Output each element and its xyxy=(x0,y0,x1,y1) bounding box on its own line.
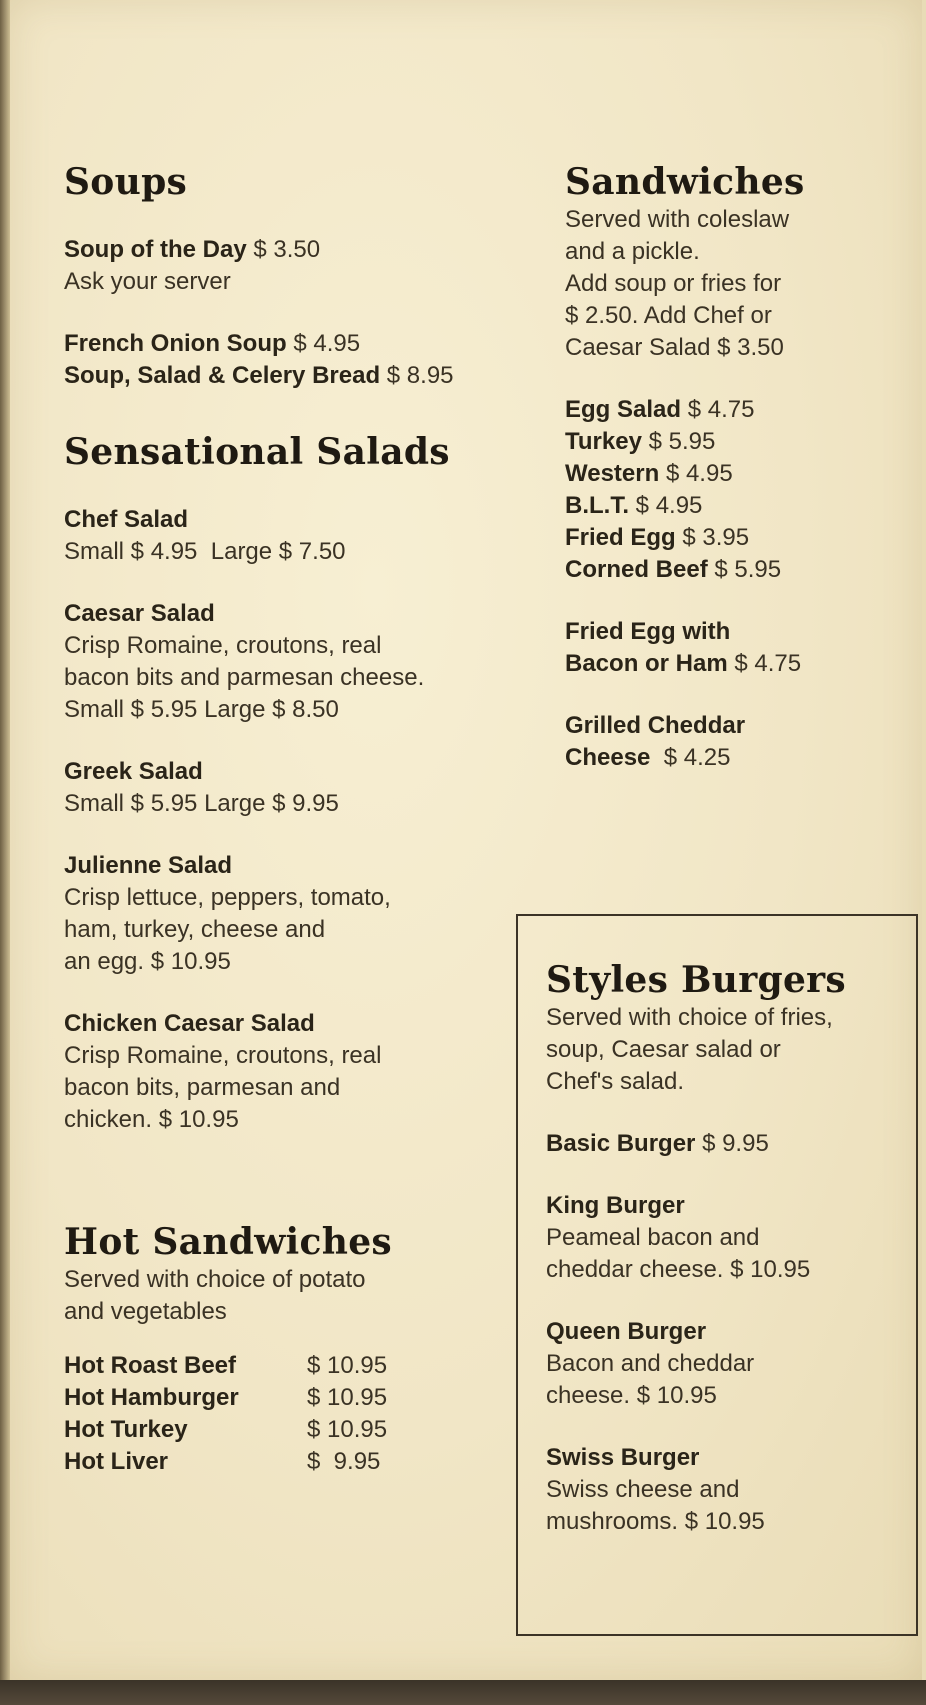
chef-salad-name: Chef Salad xyxy=(64,506,189,533)
julienne-salad-desc: Crisp lettuce, peppers, tomato, xyxy=(64,884,391,911)
julienne-salad-desc: ham, turkey, cheese and xyxy=(64,916,326,943)
list-item: B.L.T. $ 4.95 xyxy=(565,492,703,519)
table-row xyxy=(64,1446,387,1478)
burgers-desc: Chef's salad. xyxy=(546,1068,684,1095)
swiss-burger-desc: Swiss cheese and xyxy=(546,1476,740,1503)
hot-item-name: Hot Hamburger xyxy=(64,1384,239,1411)
hot-item-name: Hot Turkey xyxy=(64,1416,188,1443)
hot-item-name: Hot Liver xyxy=(64,1448,169,1475)
hot-sandwiches-heading: Hot Sandwiches xyxy=(64,1221,392,1263)
queen-burger-desc: cheese. $ 10.95 xyxy=(546,1382,717,1409)
hot-item-price: $ 10.95 xyxy=(307,1352,388,1379)
caesar-salad-desc: Crisp Romaine, croutons, real xyxy=(64,632,382,659)
julienne-salad-desc: an egg. $ 10.95 xyxy=(64,948,231,975)
menu-bottom-edge xyxy=(0,1680,926,1705)
table-row xyxy=(64,1350,387,1382)
grilled-cheddar: Cheese $ 4.25 xyxy=(565,744,731,771)
list-item: Fried Egg $ 3.95 xyxy=(565,524,750,551)
hot-item-price: $ 9.95 xyxy=(307,1448,381,1475)
table-row xyxy=(64,1382,387,1414)
chicken-caesar-desc: Crisp Romaine, croutons, real xyxy=(64,1042,382,1069)
king-burger-name: King Burger xyxy=(546,1192,685,1219)
right-column xyxy=(565,160,905,774)
list-item: Corned Beef $ 5.95 xyxy=(565,556,782,583)
list-item: Turkey $ 5.95 xyxy=(565,428,716,455)
swiss-burger-desc: mushrooms. $ 10.95 xyxy=(546,1508,765,1535)
burgers-desc: Served with choice of fries, xyxy=(546,1004,833,1031)
sandwiches-desc: and a pickle. xyxy=(565,238,700,265)
burgers-heading: Styles Burgers xyxy=(546,959,847,1001)
queen-burger-desc: Bacon and cheddar xyxy=(546,1350,755,1377)
basic-burger: Basic Burger $ 9.95 xyxy=(546,1130,769,1157)
swiss-burger-name: Swiss Burger xyxy=(546,1444,700,1471)
julienne-salad-name: Julienne Salad xyxy=(64,852,233,879)
soup-of-the-day-note: Ask your server xyxy=(64,268,231,295)
hot-item-price: $ 10.95 xyxy=(307,1384,388,1411)
soup-salad-bread: Soup, Salad & Celery Bread $ 8.95 xyxy=(64,362,454,389)
hot-item-name: Hot Roast Beef xyxy=(64,1352,237,1379)
list-item: Western $ 4.95 xyxy=(565,460,733,487)
chicken-caesar-desc: chicken. $ 10.95 xyxy=(64,1106,239,1133)
fried-egg-bacon-ham: Fried Egg with xyxy=(565,618,731,645)
king-burger-desc: Peameal bacon and xyxy=(546,1224,760,1251)
hot-sandwiches-desc: Served with choice of potato xyxy=(64,1266,366,1293)
chicken-caesar-name: Chicken Caesar Salad xyxy=(64,1010,315,1037)
sandwiches-desc: Add soup or fries for xyxy=(565,270,782,297)
soups-heading: Soups xyxy=(64,161,188,203)
caesar-salad-name: Caesar Salad xyxy=(64,600,215,627)
greek-salad-name: Greek Salad xyxy=(64,758,203,785)
salads-heading: Sensational Salads xyxy=(64,431,450,473)
greek-salad-prices: Small $ 5.95 Large $ 9.95 xyxy=(64,790,339,817)
sandwiches-desc: Served with coleslaw xyxy=(565,206,790,233)
caesar-salad-prices: Small $ 5.95 Large $ 8.50 xyxy=(64,696,339,723)
left-column xyxy=(64,160,534,1478)
hot-sandwiches-table xyxy=(64,1350,387,1478)
king-burger-desc: cheddar cheese. $ 10.95 xyxy=(546,1256,811,1283)
sandwiches-desc: $ 2.50. Add Chef or xyxy=(565,302,772,329)
queen-burger-name: Queen Burger xyxy=(546,1318,707,1345)
menu-page-edge xyxy=(0,0,10,1705)
soup-of-the-day: Soup of the Day $ 3.50 xyxy=(64,236,321,263)
hot-sandwiches-desc: and vegetables xyxy=(64,1298,227,1325)
french-onion-soup: French Onion Soup $ 4.95 xyxy=(64,330,361,357)
sandwiches-desc: Caesar Salad $ 3.50 xyxy=(565,334,784,361)
grilled-cheddar: Grilled Cheddar xyxy=(565,712,746,739)
fried-egg-bacon-ham: Bacon or Ham $ 4.75 xyxy=(565,650,802,677)
list-item: Egg Salad $ 4.75 xyxy=(565,396,755,423)
caesar-salad-desc: bacon bits and parmesan cheese. xyxy=(64,664,425,691)
hot-item-price: $ 10.95 xyxy=(307,1416,388,1443)
chicken-caesar-desc: bacon bits, parmesan and xyxy=(64,1074,341,1101)
sandwiches-heading: Sandwiches xyxy=(565,161,805,203)
chef-salad-prices: Small $ 4.95 Large $ 7.50 xyxy=(64,538,346,565)
burgers-box xyxy=(516,914,918,1636)
table-row xyxy=(64,1414,387,1446)
burgers-desc: soup, Caesar salad or xyxy=(546,1036,781,1063)
